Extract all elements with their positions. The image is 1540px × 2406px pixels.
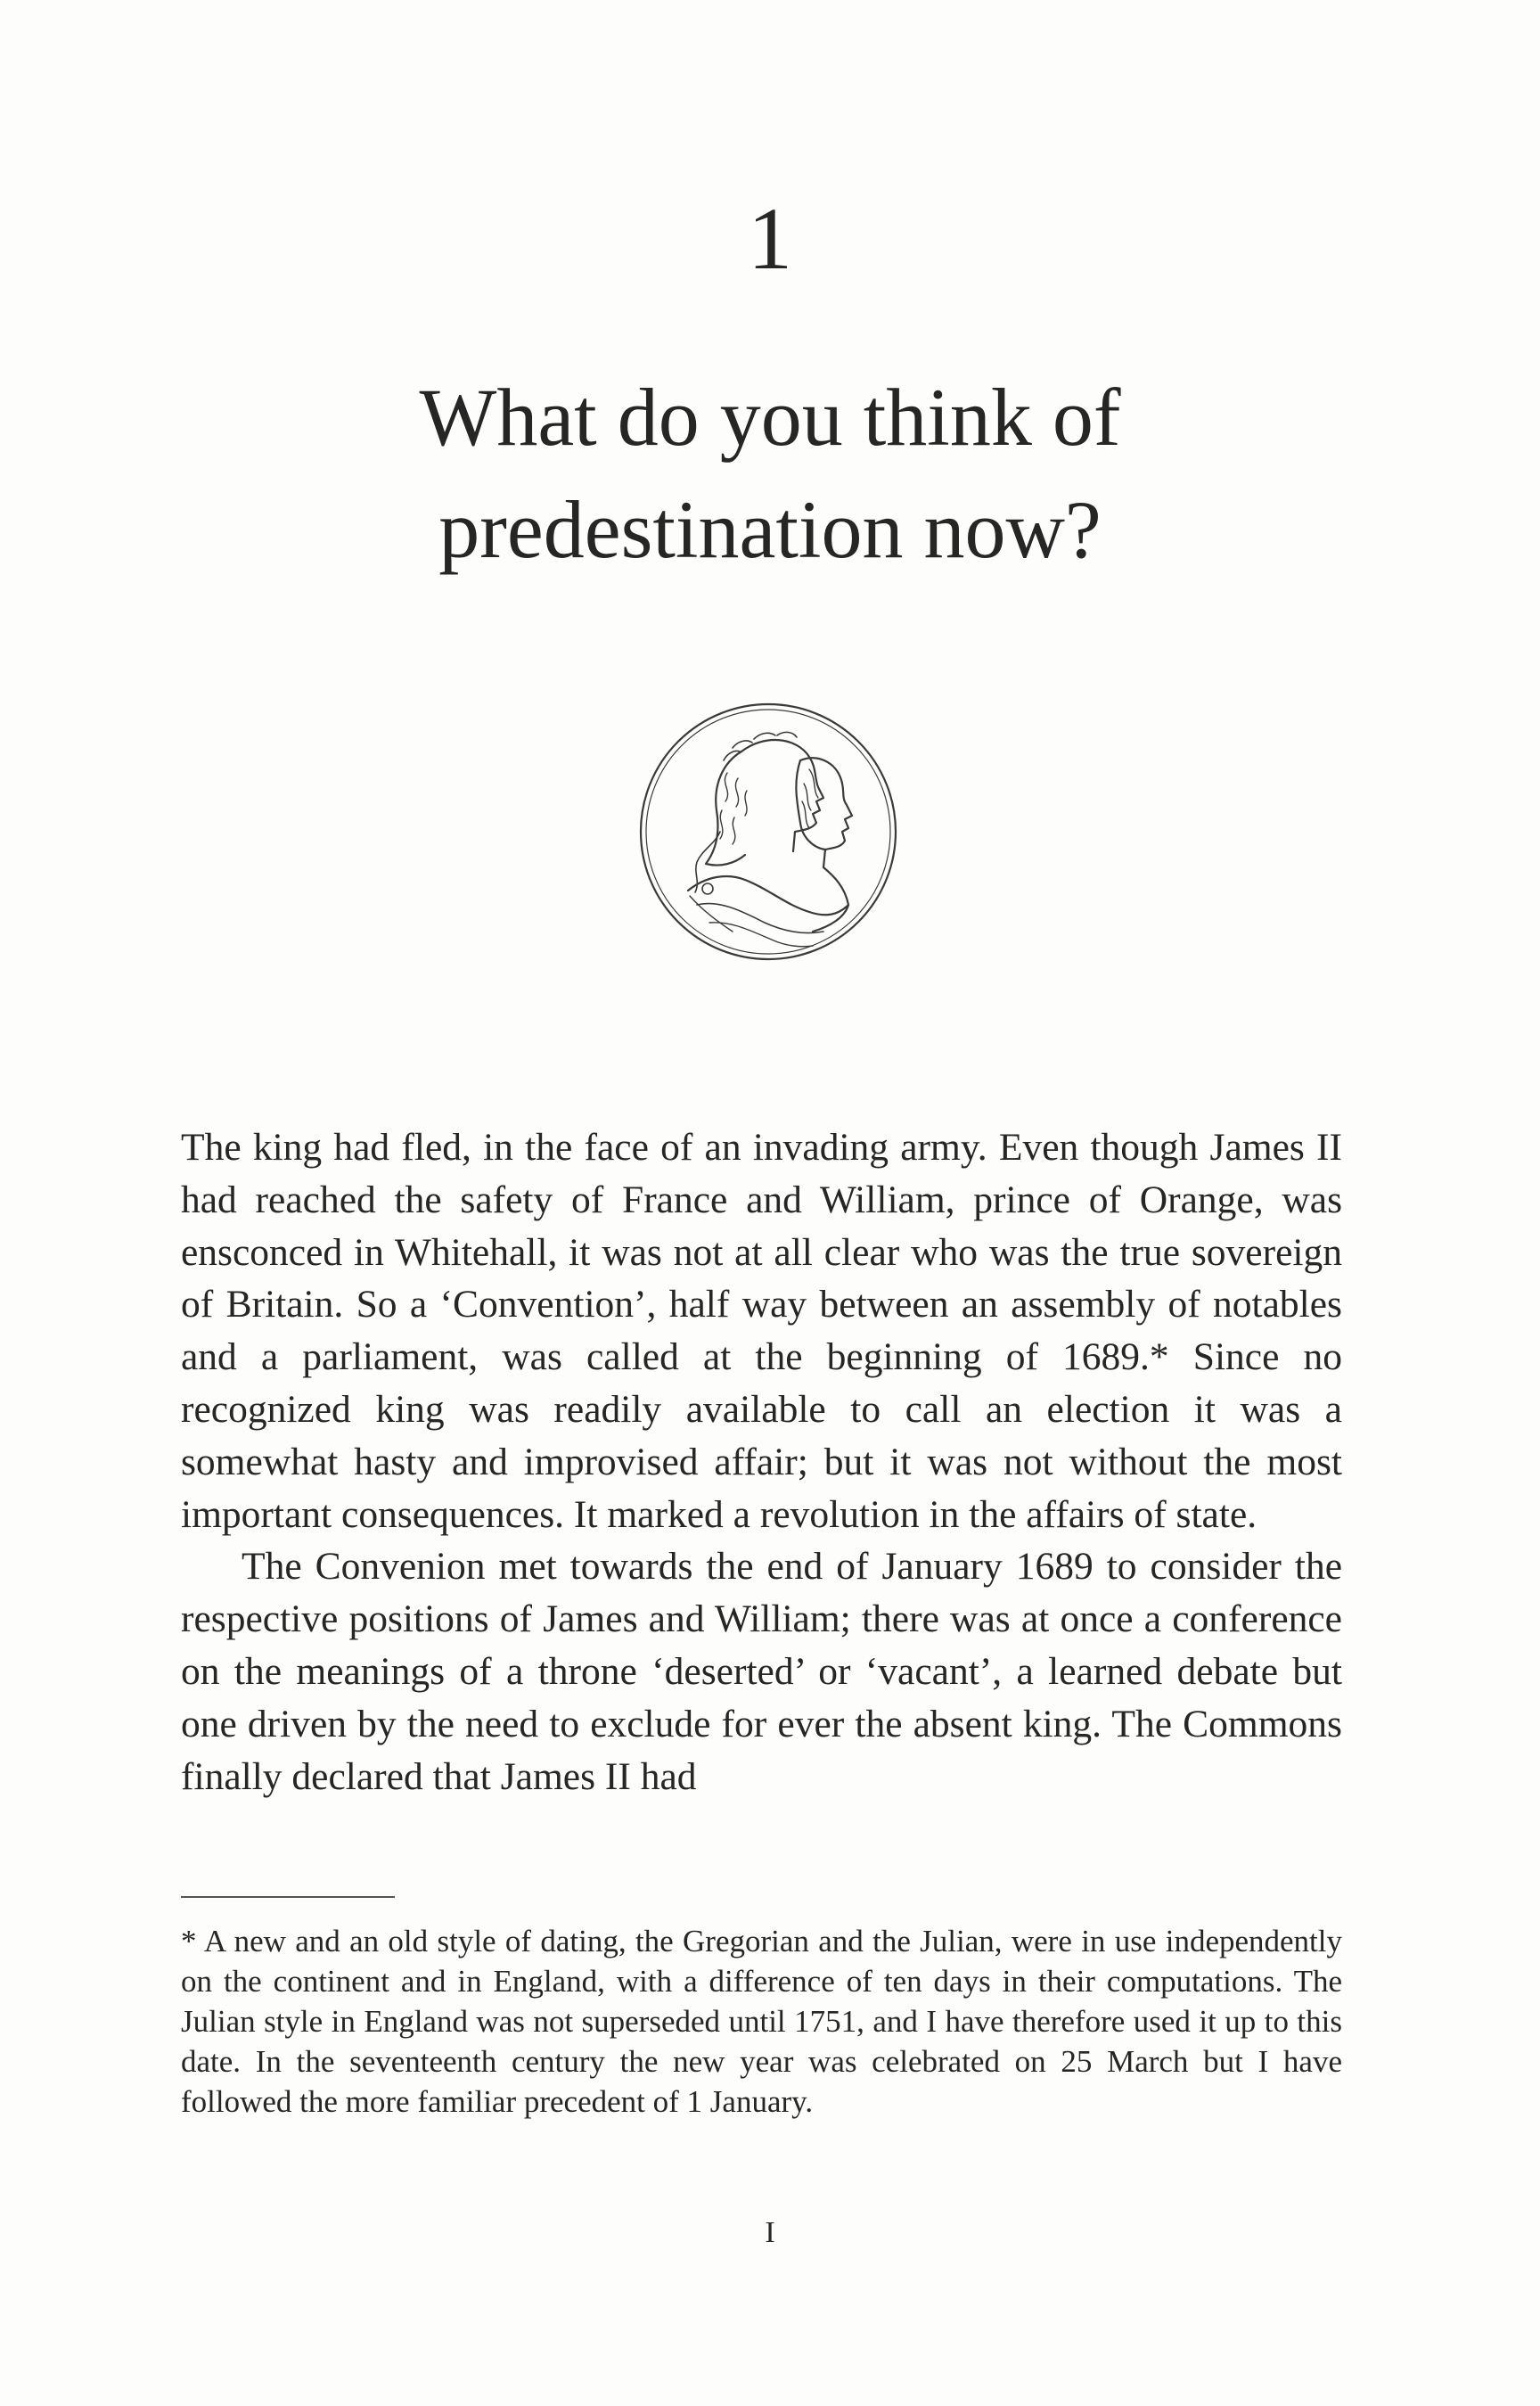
- paragraph-2: The Convenion met towards the end of January 1689 to consider the respective positions of James and William; there was at once a conference on the meanings of a throne ‘deserted’ or ‘vacant’, a learned debate but one driven by the need to exclude for ever the absent king. The Commons finally declared that James II had: [181, 1545, 1342, 1798]
- chapter-title: [0, 361, 1540, 586]
- body-text: [181, 1121, 1342, 1802]
- profile-medallion-icon: [635, 698, 902, 965]
- rear-profile: [741, 740, 823, 851]
- page-number: I: [765, 2216, 775, 2249]
- footnote-rule: [181, 1896, 395, 1898]
- rear-hair-outline: [706, 751, 745, 866]
- bust-drapery-fold-3: [690, 896, 733, 932]
- medallion-inner-rim: [646, 710, 890, 954]
- paragraph-1: The king had fled, in the face of an invading army. Even though James II had reached the safety of France and William, prince of Orange, was ensconced in Whitehall, it was not at all clear who was the true sovereign of Britain. So a ‘Convention’, half way between an assembly of notables and a parliament, was called at the beginning of 1689.* Since no recognized king was readily available to call an election it was a somewhat hasty and improvised affair; but it was not without the most important consequences. It marked a revolution in the affairs of state.: [181, 1126, 1342, 1536]
- front-profile: [800, 758, 852, 932]
- chapter-title-line-1: What do you think of: [419, 372, 1121, 463]
- medallion-drawing: [635, 698, 902, 965]
- bust-drapery-fold-1: [697, 904, 823, 933]
- footnote: * A new and an old style of dating, the Gregorian and the Julian, were in use independently on the continent and in England, with a difference of ten days in their computations. The Julian style in England was not superseded until 1751, and I have therefore used it up to this date. In the seventeenth century the new year was celebrated on 25 March but I have followed the more familiar precedent of 1 January.: [181, 1924, 1342, 2119]
- brooch: [702, 883, 713, 894]
- bust-drapery-top: [688, 876, 848, 915]
- medallion-rim: [641, 704, 896, 959]
- chapter-title-line-2: predestination now?: [438, 484, 1102, 575]
- chapter-number: 1: [748, 189, 792, 288]
- front-hair-outline: [796, 760, 825, 850]
- rear-curls: [720, 773, 747, 844]
